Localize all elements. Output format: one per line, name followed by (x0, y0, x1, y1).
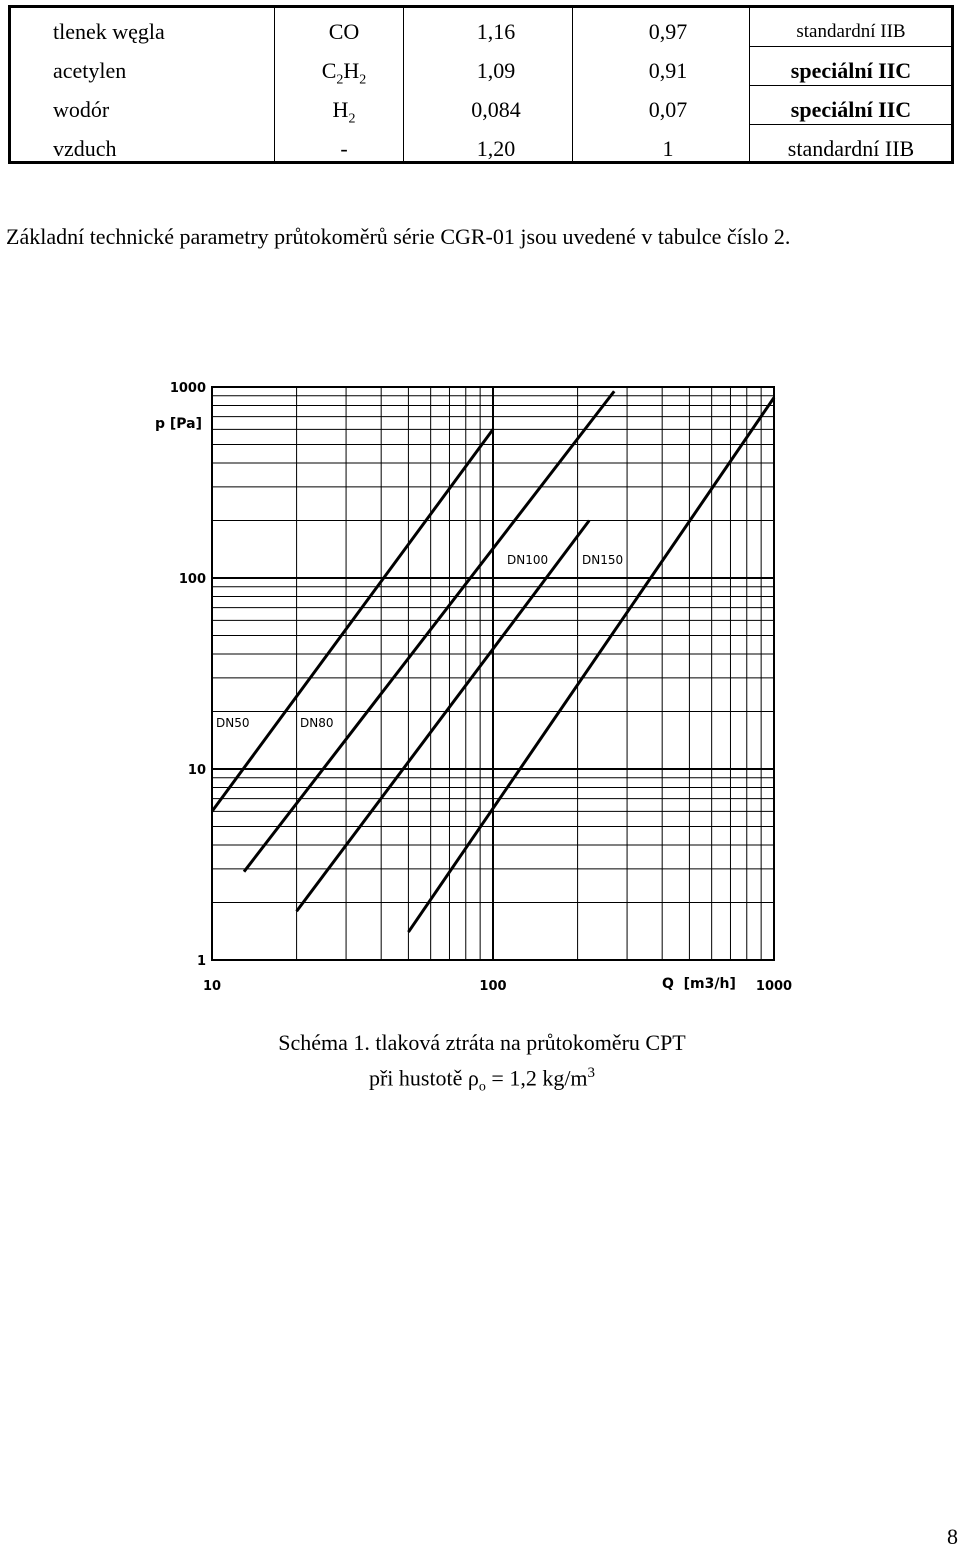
gas-name: tlenek węgla (53, 19, 165, 44)
x-tick-label: 100 (479, 979, 507, 994)
y-tick-label: 1000 (169, 381, 206, 396)
caption-line-2: při hustotě $\rho_o = 1,2$ $kg/m^3$ (368, 1065, 596, 1095)
intro-paragraph: Základní technické parametry průtokoměrů série CGR-01 jsou uvedené v tabulce číslo 2. (6, 224, 791, 249)
table-row (11, 51, 951, 90)
figure-caption (0, 1028, 960, 1103)
gas-relative-density: 0,97 (648, 19, 688, 44)
x-axis-label: Q [m3/h] (662, 976, 736, 992)
table-row (11, 90, 951, 129)
gas-density: 1,16 (476, 19, 516, 44)
gas-formula: $C_2H_2$ (321, 58, 367, 88)
gas-formula: CO (328, 19, 360, 44)
gas-relative-density: 0,91 (648, 58, 688, 83)
y-tick-label: 100 (178, 572, 206, 587)
y-axis-label: p [Pa] (155, 416, 203, 432)
gas-name: wodór (53, 97, 110, 122)
gas-table (8, 5, 954, 164)
series-label-dn150: DN150 (582, 553, 624, 567)
table-row (11, 12, 951, 51)
x-tick-label: 1000 (755, 979, 793, 994)
chart-grid (212, 387, 774, 960)
page-number: 8 (947, 1524, 958, 1549)
series-line-dn150 (408, 398, 774, 932)
gas-explosion-class: speciální IIC (790, 58, 912, 83)
x-tick-label: 10 (202, 979, 222, 994)
y-tick-label: 1 (196, 954, 206, 969)
gas-name: vzduch (53, 136, 117, 161)
gas-density: 1,09 (476, 58, 516, 83)
gas-formula: $H_2$ (332, 97, 356, 127)
gas-name: acetylen (53, 58, 127, 83)
series-label-dn100: DN100 (507, 553, 549, 567)
gas-density: 0,084 (471, 97, 521, 122)
pressure-loss-chart (150, 375, 800, 1005)
series-label-dn50: DN50 (216, 716, 250, 730)
gas-formula: - (340, 136, 348, 161)
gas-density: 1,20 (476, 136, 516, 161)
gas-explosion-class: speciální IIC (790, 97, 912, 122)
gas-relative-density: 1 (662, 136, 674, 161)
gas-relative-density: 0,07 (648, 97, 688, 122)
gas-explosion-class: standardní IIB (787, 136, 915, 161)
table-row (11, 129, 951, 168)
y-tick-label: 10 (187, 763, 206, 778)
caption-line-1: Schéma 1. tlaková ztráta na průtokoměru CPT (278, 1030, 686, 1055)
gas-explosion-class: standardní IIB (796, 21, 906, 42)
series-label-dn80: DN80 (300, 716, 334, 730)
